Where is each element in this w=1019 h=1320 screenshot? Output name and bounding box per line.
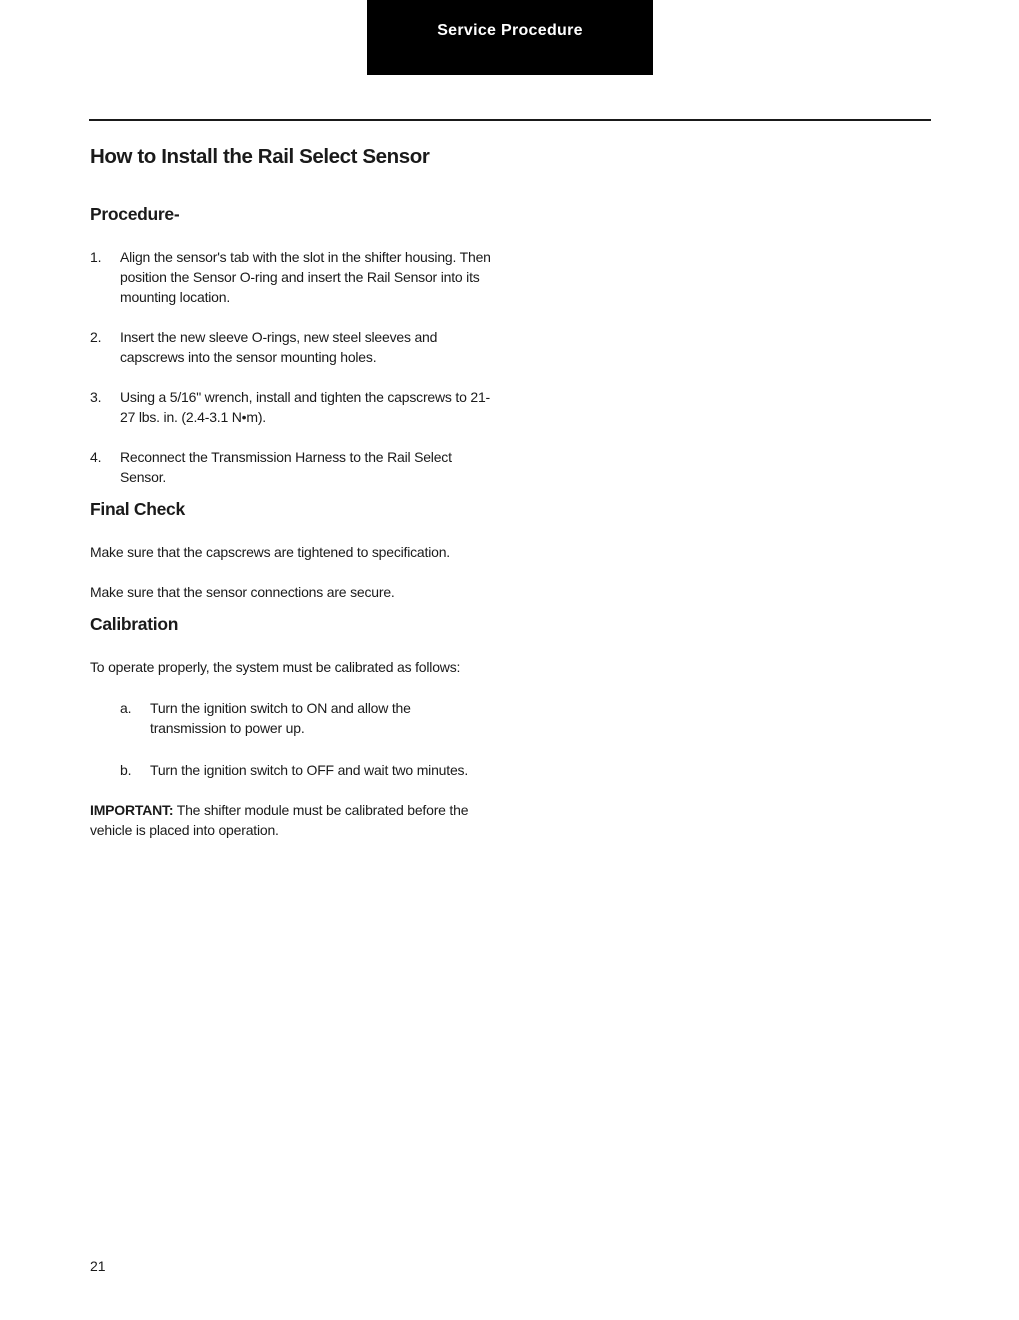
step-number: 1. — [90, 249, 102, 265]
step-text: Align the sensor's tab with the slot in the shifter housing. Then position the Sensor O-ring and insert the Rail Sensor into its mounting location. — [120, 249, 491, 305]
step-letter: a. — [120, 700, 132, 716]
step-text: Using a 5/16" wrench, install and tighten the capscrews to 21-27 lbs. in. (2.4-3.1 N•m). — [120, 389, 491, 425]
procedure-step-3 — [90, 387, 510, 429]
step-number: 2. — [90, 329, 102, 345]
calibration-heading: Calibration — [90, 614, 179, 634]
calibration-step-a — [90, 698, 510, 740]
header-divider — [89, 119, 931, 121]
procedure-heading: Procedure- — [90, 204, 180, 224]
important-text: The shifter module must be calibrated before the vehicle is placed into operation. — [90, 802, 469, 838]
page-number: 21 — [90, 1258, 106, 1274]
step-letter: b. — [120, 762, 132, 778]
step-text: Insert the new sleeve O-rings, new steel sleeves and capscrews into the sensor mounting holes. — [120, 329, 438, 365]
step-number: 4. — [90, 449, 102, 465]
procedure-step-1 — [90, 247, 510, 309]
procedure-step-4 — [90, 447, 510, 489]
important-label: IMPORTANT: — [90, 802, 174, 818]
step-number: 3. — [90, 389, 102, 405]
step-text: Reconnect the Transmission Harness to the Rail Select Sensor. — [120, 449, 452, 485]
final-check-heading: Final Check — [90, 499, 185, 519]
important-note — [90, 800, 490, 840]
step-text: Turn the ignition switch to OFF and wait two minutes. — [150, 762, 469, 778]
calibration-step-b — [90, 760, 510, 782]
section-tab — [367, 0, 653, 75]
final-check-paragraph: Make sure that the capscrews are tightened to specification. — [90, 544, 450, 560]
section-tab-label: Service Procedure — [437, 21, 583, 39]
step-text: Turn the ignition switch to ON and allow the transmission to power up. — [150, 700, 411, 736]
final-check-paragraph: Make sure that the sensor connections are secure. — [90, 584, 395, 600]
procedure-step-2 — [90, 327, 510, 369]
page-title: How to Install the Rail Select Sensor — [90, 145, 430, 168]
calibration-intro: To operate properly, the system must be calibrated as follows: — [90, 659, 461, 675]
